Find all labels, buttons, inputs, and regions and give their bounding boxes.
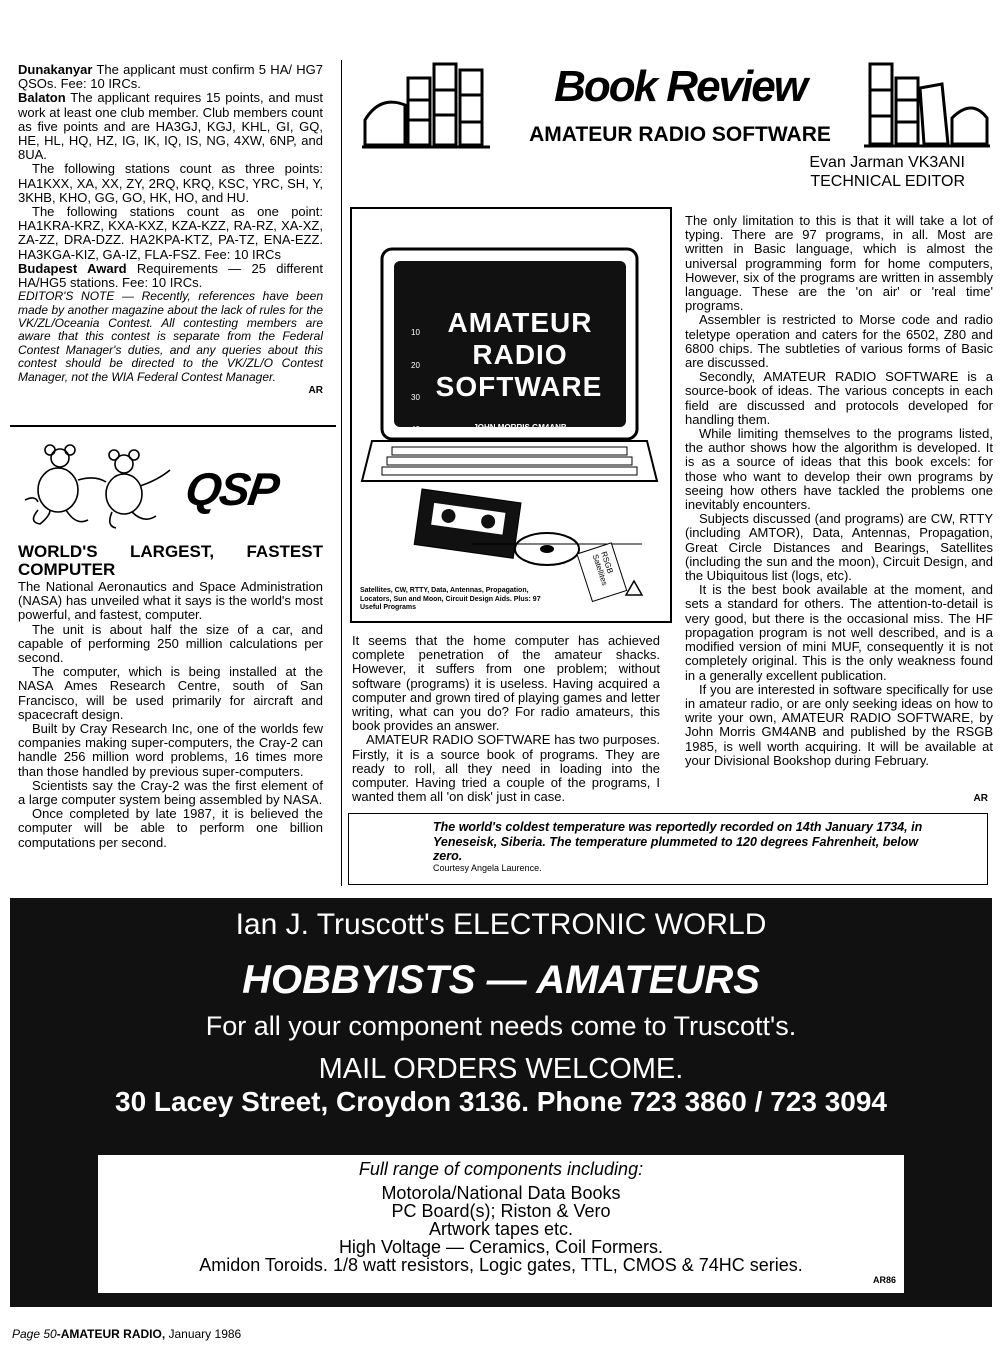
advert-hobbyists: HOBBYISTS — AMATEURS [242,958,760,1002]
components-line-3: Artwork tapes etc. [428,1219,574,1239]
review-author-role: TECHNICAL EDITOR [810,173,965,190]
cover-num-40: 40 [411,425,420,434]
issue-date: January 1986 [165,1327,242,1341]
awards-column [18,63,323,398]
cover-title-3: SOFTWARE [435,371,603,402]
qsp-logo: QSP [182,463,281,515]
bookend-left-icon [360,60,500,150]
award-one-point: The following stations count as one point: HA1KRA-KRZ, KXA-KXZ, KZA-KZZ, RA-RZ, XA-XZ, ZA-ZZ, DRA-DZZ. HA2KPA-KTZ, PA-TZ, ENA-EZZ. HA3KGA-KIZ, GA-IZ, FLA-FSZ. Fee: 10 IRCs [18,204,323,262]
cover-num-20: 20 [411,361,420,370]
cover-title-2: RADIO [472,339,568,370]
editors-note: EDITOR'S NOTE — Recently, references have been made by another magazine about the lack of rules for the VK/ZL/Oceania Contest. All contesting members are aware that this contest is separate from the Federal Contest Manager's duties, and any queries about this contest should be directed to the VK/ZL/O Contest Manager, not the WIA Federal Contest Manager. [18,289,323,384]
advert-block [10,898,992,1307]
fact-box [348,813,988,885]
review-right-text: The only limitation to this is that it will take a lot of typing. There are 97 programs, in all. Most are written in Basic language, which is almost the universal programming form for home computers, However, six of the programs are written in assembly language. These are the 'on air' or 'real time' programs. Assembler is restricted to Morse code and radio teletype operation and caters for the 6502, Z80 and 6800 chips. The subtleties of various forms of Basic are discussed. Secondly, AMATEUR RADIO SOFTWARE is a source-book of ideas. The various concepts in each field are discussed and protocols developed for handling them. While limiting themselves to the programs listed, the author shows how the algorithm is developed. It is as a source of ideas that this book excels: for those who want to develop their own programs by seeing how others have tackled the problems one inevitably encounters. Subjects discussed (and programs) are CW, RTTY (including AMTOR), Data, Antennas, Propagation, Great Circle Distances and Bearings, Satellites (including the sun and the moon), Circuit Design, and the Ubiquitous list (logs, etc). It is the best book available at the moment, and sets a standard for others. The attention-to-detail is very good, but there is the occasional miss. The HF propagation program is not well described, and is a modified version of mini MUF, consequently it is not completely original. This is the only weakness found in a generally excellent publication. If you are interested in software specifically for use in amateur radio, or are only seeking ideas on how to write your own, AMATEUR RADIO SOFTWARE, by John Morris GM4ANB and published by the RSGB 1985, is well worth acquiring. It will be available at your Divisional Bookshop during February. [685,213,993,768]
cover-author: JOHN MORRIS GM4ANB [473,423,567,432]
cover-num-10: 10 [411,328,420,337]
review-middle-text: It seems that the home computer has achieved complete penetration of the amateur shacks. However, it suffers from one problem; without software (programs) it is useless. Having acquired a computer and grown tired of playing games and letter writing, what can you do? For radio amateurs, this book provides an answer. AMATEUR RADIO SOFTWARE has two purposes. Firstly, it is a source book of programs. They are ready to roll, all they need in loading into the computer. Having tried a couple of the programs, I wanted them all 'on disk' just in case. [352,633,660,805]
book-cover [350,207,672,623]
cover-card-label: RSGB Satellites [590,550,615,587]
fact-credit: Courtesy Angela Laurence. [433,863,542,873]
computer-article: The National Aeronautics and Space Administration (NASA) has unveiled what it says is the world's most powerful, and fastest, computer. The unit is about half the size of a car, and capable of performing 250 million calculations per second. The computer, which is being installed at the NASA Ames Research Centre, south of San Francisco, will be used primarily for aircraft and spacecraft design. Built by Cray Research Inc, one of the worlds few companies making super-computers, the Cray-2 can handle 256 million word problems, 16 times more than those handled by previous super-computers. Scientists say the Cray-2 was the first element of a large computer system being assembled by NASA. Once completed by late 1987, it is believed the computer will be able to perform one billion computations per second. [18,579,323,850]
review-title: Book Review [554,62,806,111]
components-line-1: Motorola/National Data Books [381,1183,621,1203]
cover-title-1: AMATEUR [447,307,593,338]
publication-name: -AMATEUR RADIO, [56,1327,166,1341]
ar-mark-review: AR [973,793,988,804]
fact-text: The world's coldest temperature was reportedly recorded on 14th January 1734, in Yeneseisk, Siberia. The temperature plummeted to 120 degrees Fahrenheit, below zero. [433,820,923,863]
award-dunakanyar: Dunakanyar The applicant must confirm 5 HA/ HG7 QSOs. Fee: 10 IRCs. [18,62,323,92]
page-footer [12,1327,241,1341]
cover-caption: Satellites, CW, RTTY, Data, Antennas, Propagation, Locators, Sun and Moon, Circuit Design Aids. Plus: 97 Useful Programs [360,587,541,611]
advert-code: AR86 [872,1275,896,1285]
computer-illustration [352,209,670,621]
qsp-mice-illustration [20,440,180,532]
advert-components: For all your component needs come to Truscott's. [205,1011,797,1041]
left-divider [10,425,336,427]
advert-store-name: Ian J. Truscott's ELECTRONIC WORLD [235,908,767,941]
components-intro: Full range of components including: [358,1159,644,1179]
bookend-right-icon [862,58,992,150]
ar-mark-left: AR [308,385,323,397]
advert-address-phone: 30 Lacey Street, Croydon 3136. Phone 723 3860 / 723 3094 [115,1086,887,1117]
column-divider [341,60,342,886]
advert-components-box [98,1155,904,1293]
page-number: Page 50 [12,1327,57,1341]
computer-headline: WORLD'S LARGEST, FASTEST COMPUTER [18,542,323,579]
components-line-2: PC Board(s); Riston & Vero [391,1201,611,1221]
cover-num-30: 30 [411,393,420,402]
award-balaton: Balaton The applicant requires 15 points, and must work at least one club member. Club members count as five points and are HA3GJ, KGJ, KHL, GI, GQ, HE, HL, HQ, HZ, IG, IK, IQ, IS, NG, 4XW, 6NP, and 8UA. [18,90,323,163]
review-subtitle: AMATEUR RADIO SOFTWARE [529,123,831,146]
review-author: Evan Jarman VK3ANI [809,154,965,171]
award-budapest: Budapest Award Requirements — 25 different HA/HG5 stations. Fee: 10 IRCs. [18,260,323,291]
components-line-4: High Voltage — Ceramics, Coil Formers. [338,1237,664,1257]
advert-mail-orders: MAIL ORDERS WELCOME. [318,1053,684,1085]
components-line-5: Amidon Toroids. 1/8 watt resistors, Logic gates, TTL, CMOS & 74HC series. [199,1255,803,1275]
award-three-points: The following stations count as three points: HA1KXX, XA, XX, ZY, 2RQ, KRQ, KSC, YRC, SH, Y, 3KHB, KHO, GG, GO, HK, HO, and HU. [18,161,323,205]
